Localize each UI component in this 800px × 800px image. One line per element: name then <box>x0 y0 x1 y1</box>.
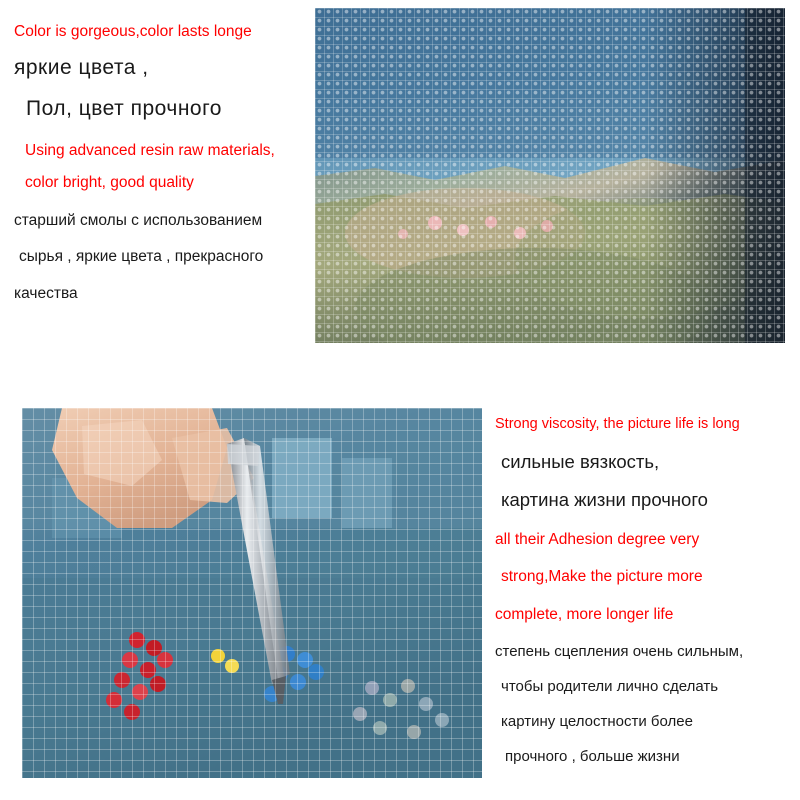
bottom-line-8: чтобы родители лично сделать <box>501 678 719 695</box>
bottom-section-text-block <box>495 417 795 764</box>
bottom-line-5: strong,Make the picture more <box>501 568 703 585</box>
top-line-7: сырья , яркие цвета , прекрасного <box>19 248 264 265</box>
diamond-painting-mosaic-image <box>315 8 785 343</box>
bottom-line-10: прочного , больше жизни <box>505 748 680 765</box>
tweezers-illustration <box>22 408 482 778</box>
top-line-2: яркие цвета , <box>14 55 149 79</box>
bottom-line-9: картину целостности более <box>501 713 693 730</box>
top-section-text-block <box>14 24 314 301</box>
tweezers-diamond-image <box>22 408 482 778</box>
bottom-line-7: степень сцепления очень сильным, <box>495 643 744 660</box>
bottom-line-6: complete, more longer life <box>495 605 674 623</box>
top-line-3: Пол, цвет прочного <box>26 96 222 120</box>
bottom-line-3: картина жизни прочного <box>501 489 708 510</box>
bottom-line-1: Strong viscosity, the picture life is long <box>495 416 740 432</box>
top-line-4: Using advanced resin raw materials, <box>25 141 275 159</box>
top-line-6: старший смолы с использованием <box>14 211 263 229</box>
mosaic-illustration <box>315 8 785 343</box>
top-line-8: качества <box>14 284 78 302</box>
bottom-section <box>0 400 800 800</box>
top-line-5: color bright, good quality <box>25 174 194 191</box>
bottom-line-2: сильные вязкость, <box>501 450 660 472</box>
top-section <box>0 0 800 390</box>
bottom-line-4: all their Adhesion degree very <box>495 530 700 548</box>
top-line-1: Color is gorgeous,color lasts longe <box>14 23 252 40</box>
